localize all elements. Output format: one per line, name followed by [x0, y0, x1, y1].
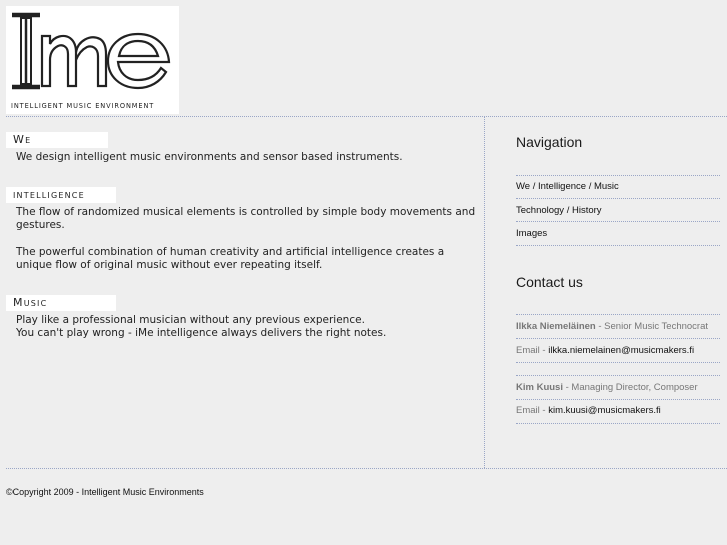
contact-divider [516, 375, 720, 376]
nav-item-images[interactable]: Images [516, 228, 548, 239]
footer-divider [6, 468, 727, 469]
section-heading-we: We [6, 132, 108, 148]
contact-divider [516, 362, 720, 363]
email-label: Email - [516, 345, 549, 356]
contact-email-1 [516, 345, 694, 356]
ime-logo-mark [6, 6, 179, 102]
contact-person-1 [516, 321, 708, 332]
email-label: Email - [516, 405, 549, 416]
nav-item-technology-history[interactable]: Technology / History [516, 205, 602, 216]
logo-caption: INTELLIGENT MUSIC ENVIRONMENT [11, 102, 155, 110]
contact-divider [516, 423, 720, 424]
contact-title: Contact us [516, 274, 583, 290]
contact-divider [516, 338, 720, 339]
contact-name: Kim Kuusi [516, 382, 563, 393]
column-divider [484, 116, 485, 468]
header-divider [6, 116, 727, 117]
nav-divider [516, 198, 720, 199]
logo[interactable] [6, 6, 179, 114]
contact-role: - Senior Music Technocrat [595, 321, 709, 332]
contact-name: Ilkka Niemeläinen [516, 321, 596, 332]
section-music-text: Play like a professional musician without any previous experience. You can't play wrong - iMe intelligence always delivers the right notes. [16, 314, 387, 339]
section-intelligence-text-1: The flow of randomized musical elements is controlled by simple body movements and gestures. [16, 206, 476, 231]
section-intelligence-text-2: The powerful combination of human creativity and artificial intelligence creates a unique flow of original music without ever repeating itself. [16, 246, 445, 271]
nav-divider [516, 245, 720, 246]
contact-divider [516, 314, 720, 315]
footer-copyright: ©Copyright 2009 - Intelligent Music Environments [6, 487, 204, 497]
contact-email-2 [516, 405, 661, 416]
contact-person-2 [516, 382, 698, 393]
section-heading-intelligence: intelligence [6, 187, 116, 203]
contact-divider [516, 399, 720, 400]
nav-item-we-intelligence-music[interactable]: We / Intelligence / Music [516, 181, 619, 192]
email-link[interactable]: ilkka.niemelainen@musicmakers.fi [548, 345, 695, 356]
section-heading-music: Music [6, 295, 116, 311]
email-link[interactable]: kim.kuusi@musicmakers.fi [548, 405, 661, 416]
navigation-title: Navigation [516, 134, 583, 150]
nav-divider [516, 221, 720, 222]
section-we-text: We design intelligent music environments and sensor based instruments. [16, 151, 403, 163]
contact-role: - Managing Director, Composer [562, 382, 698, 393]
nav-divider [516, 175, 720, 176]
